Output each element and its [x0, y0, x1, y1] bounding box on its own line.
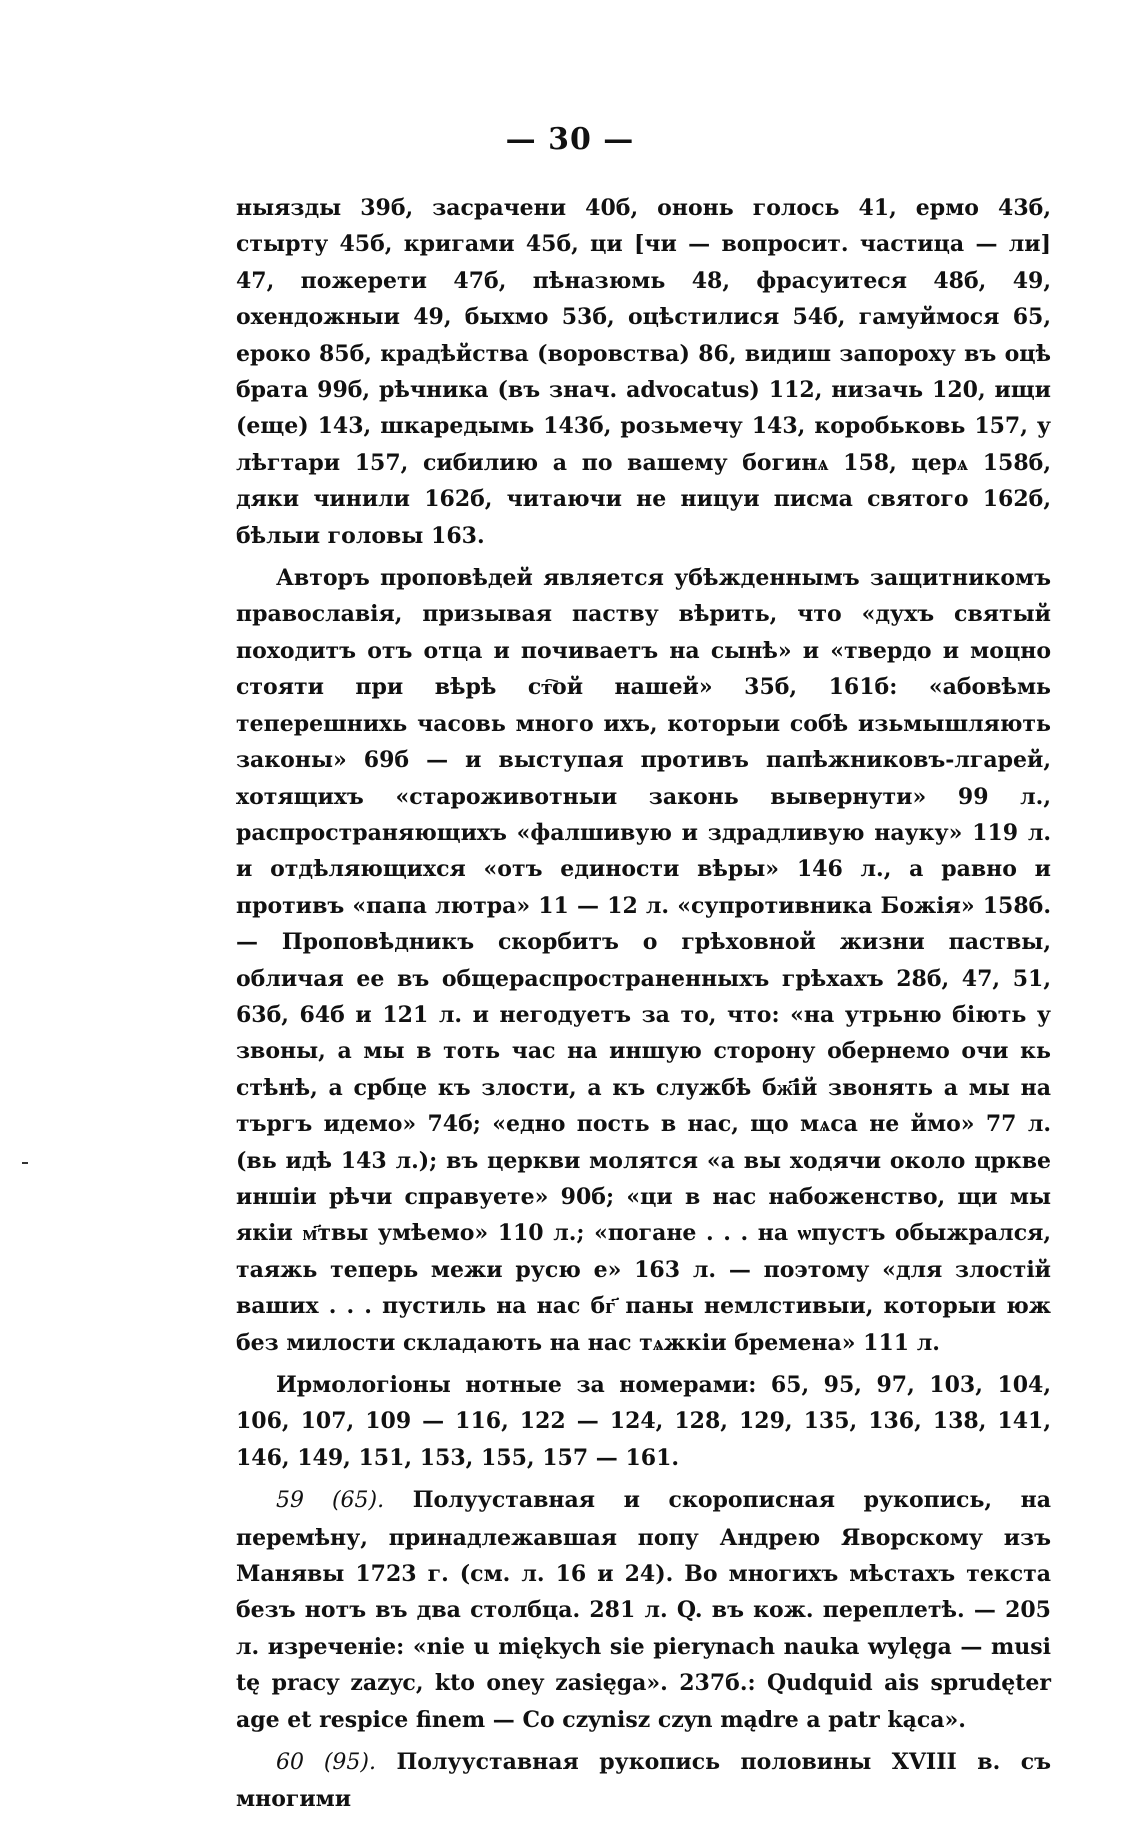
margin-mark	[22, 1162, 28, 1164]
paragraph-author-sermons	[236, 560, 1051, 1361]
entry-reference: 60 (95).	[276, 1750, 376, 1776]
paragraph-irmologions	[236, 1367, 1051, 1476]
paragraph-text: Ирмологіоны нотные за номерами: 65, 95, 97, 103, 104, 106, 107, 109 — 116, 122 — 124, 128, 129, 135, 136, 138, 141, 146, 149, 151, 153, 155, 157 — 161.	[236, 1372, 1051, 1471]
paragraph-text: Авторъ проповѣдей является убѣжденнымъ защитникомъ православія, призывая паству вѣрить, что «духъ святый походитъ отъ отца и почиваетъ на сынѣ» и «твердо и моцно стояти при вѣрѣ ст҇ой нашей» 35б, 161б: «абовѣмь теперешнихь часовь много ихъ, которыи собѣ изьмышляють законы» 69б — и выступая противъ папѣжниковъ-лгарей, хотящихъ «староживотныи законь вывернути» 99 л., распространяющихъ «фалшивую и здрадливую науку» 119 л. и отдѣляющихся «отъ единости вѣры» 146 л., а равно и противъ «папа лютра» 11 — 12 л. «супротивника Божія» 158б. — Проповѣдникъ скорбитъ о грѣховной жизни паствы, обличая ее въ общераспространенныхъ грѣхахъ 28б, 47, 51, 63б, 64б и 121 л. и негодуетъ за то, что: «на утрьню біють у звоны, а мы в тоть час на иншую сторону обернемо очи кь стѣнѣ, а србце къ злости, а къ службѣ бж҃ій звонять а мы на търгъ идемо» 74б; «едно пость в нас, що мѧса не ймо» 77 л. (вь идѣ 143 л.); въ церкви молятся «а вы ходячи около црквe иншіи рѣчи справуете» 90б; «ци в нас набоженство, щи мы якіи м҃твы умѣемо» 110 л.; «погане . . . на ѡпустъ обыжрался, таяжь теперь межи русю е» 163 л. — поэтому «для злостій ваших . . . пустиль на нас бг҃ паны немлстивыи, которыи юж без милости складають на нас тѧжкіи бремена» 111 л.	[236, 565, 1051, 1356]
page-number: — 30 —	[505, 122, 635, 157]
paragraph-text: Полууставная и скорописная рукопись, на перемѣну, принадлежавшая попу Андрею Яворскому изъ Манявы 1723 г. (см. л. 16 и 24). Во многихъ мѣстахъ текста безъ нотъ въ два столбца. 281 л. Q. въ кож. переплетѣ. — 205 л. изреченіе: «nie u miękych sie pierynach nauka wylęga — musi tę pracy zazyc, kto oney zasięga». 237б.: Qudquid ais sprudęter age et respice finem — Co czynisz czyn mądre a patr kąca».	[236, 1487, 1051, 1733]
body-text	[236, 190, 1051, 1824]
paragraph-word-list	[236, 190, 1051, 554]
paragraph-text: Полууставная рукопись половины XVIII в. съ многими	[236, 1749, 1051, 1813]
paragraph-text: ныязды 39б, засрачени 40б, ононь голось 41, ермо 43б, стырту 45б, кригами 45б, ци [чи — вопросит. частица — ли] 47, пожерети 47б, пѣназюмь 48, фрасуитеся 48б, 49, охендожныи 49, быхмо 53б, оцѣстилися 54б, гамуймося 65, ероко 85б, крадѣйства (воровства) 86, видиш запороху въ оцѣ брата 99б, рѣчника (въ знач. advocatus) 112, низачь 120, ищи (еще) 143, шкаредымь 143б, розьмечу 143, коробьковь 157, у лѣгтари 157, сибилию а по вашему богинѧ 158, церѧ 158б, дяки чинили 162б, читаючи не ницуи писма святого 162б, бѣлыи головы 163.	[236, 195, 1051, 549]
entry-reference: 59 (65).	[276, 1488, 385, 1514]
paragraph-entry-59	[236, 1482, 1051, 1738]
paragraph-entry-60	[236, 1744, 1051, 1818]
